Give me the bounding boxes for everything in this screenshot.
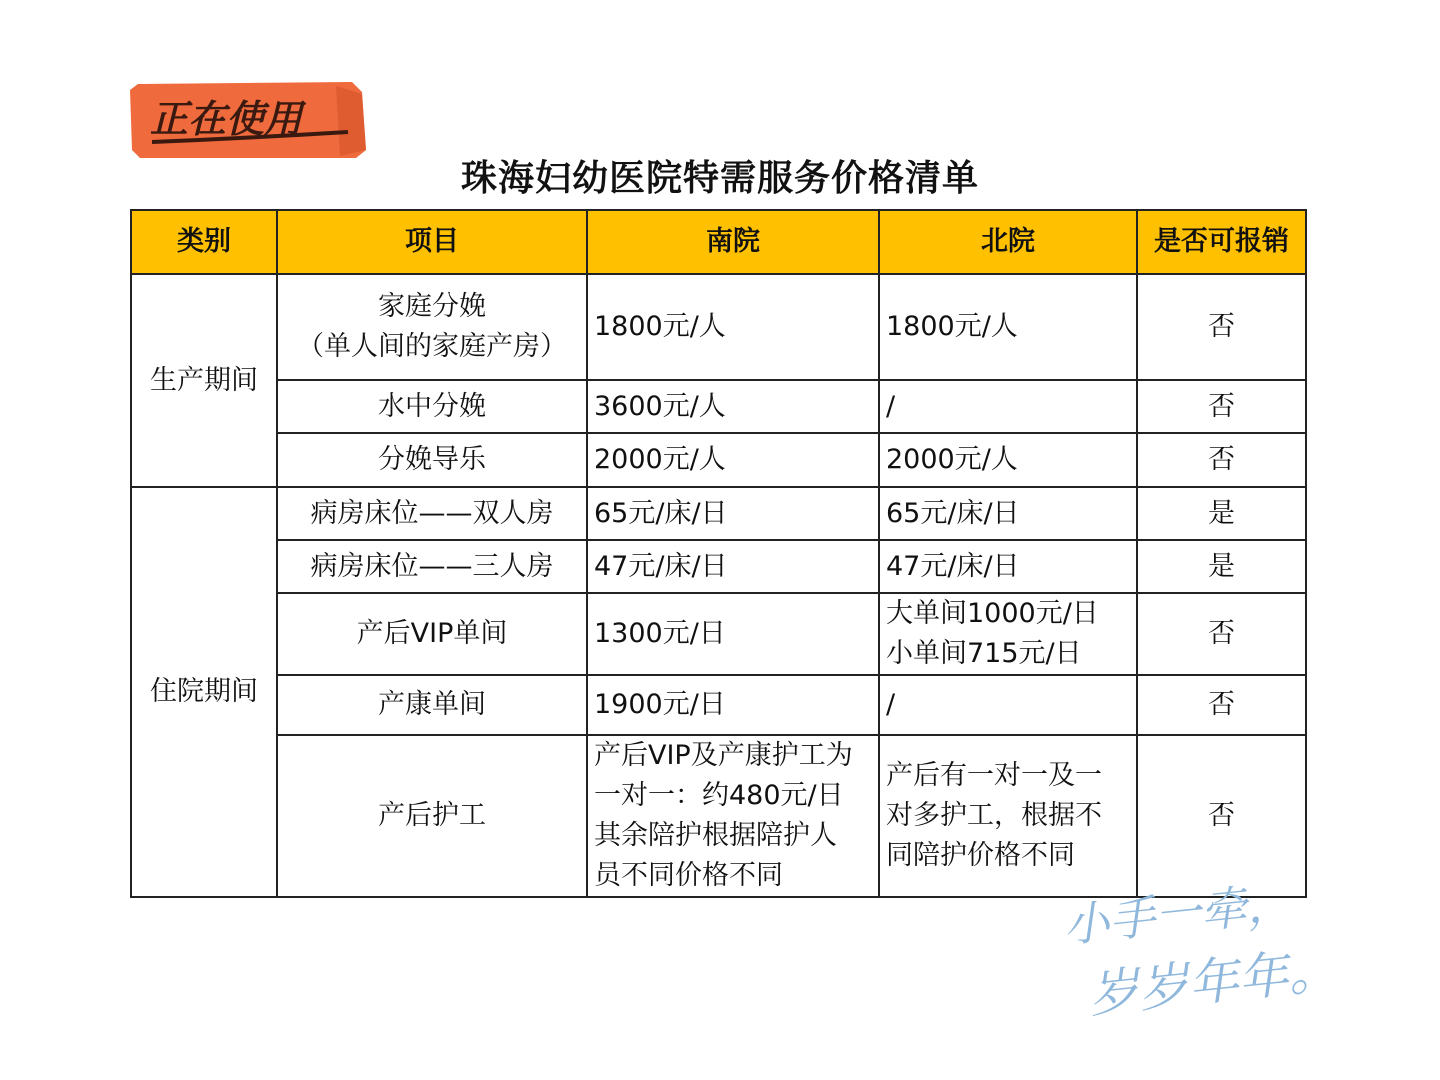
south-price-cell: 47元/床/日 bbox=[587, 540, 879, 593]
reimbursable-cell: 是 bbox=[1137, 540, 1306, 593]
item-cell: 家庭分娩 （单人间的家庭产房） bbox=[277, 274, 587, 380]
table-row bbox=[131, 433, 1306, 487]
south-price-cell: 2000元/人 bbox=[587, 433, 879, 487]
reimbursable-cell: 否 bbox=[1137, 380, 1306, 433]
south-price-cell: 3600元/人 bbox=[587, 380, 879, 433]
north-price-cell: / bbox=[879, 380, 1137, 433]
item-cell: 病房床位——双人房 bbox=[277, 487, 587, 540]
reimbursable-cell: 否 bbox=[1137, 274, 1306, 380]
stamp-text: 正在使用 bbox=[150, 97, 303, 141]
price-table bbox=[130, 209, 1307, 898]
table-row bbox=[131, 487, 1306, 540]
header-south-campus: 南院 bbox=[587, 210, 879, 274]
item-cell: 病房床位——三人房 bbox=[277, 540, 587, 593]
south-price-cell: 1900元/日 bbox=[587, 675, 879, 735]
signature-line-1: 小手一牵， bbox=[1060, 880, 1295, 953]
header-category: 类别 bbox=[131, 210, 277, 274]
north-price-cell: 产后有一对一及一 对多护工，根据不 同陪护价格不同 bbox=[879, 735, 1137, 897]
reimbursable-cell: 否 bbox=[1137, 735, 1306, 897]
north-price-cell: 大单间1000元/日 小单间715元/日 bbox=[879, 593, 1137, 675]
south-price-cell: 1300元/日 bbox=[587, 593, 879, 675]
item-cell: 分娩导乐 bbox=[277, 433, 587, 487]
handwritten-signature bbox=[1055, 880, 1335, 1040]
header-item: 项目 bbox=[277, 210, 587, 274]
item-cell: 产后VIP单间 bbox=[277, 593, 587, 675]
signature-line-2: 岁岁年年。 bbox=[1086, 940, 1335, 1024]
reimbursable-cell: 是 bbox=[1137, 487, 1306, 540]
header-reimbursable: 是否可报销 bbox=[1137, 210, 1306, 274]
south-price-cell: 1800元/人 bbox=[587, 274, 879, 380]
table-row bbox=[131, 540, 1306, 593]
page-title: 珠海妇幼医院特需服务价格清单 bbox=[460, 158, 979, 199]
item-cell: 产后护工 bbox=[277, 735, 587, 897]
in-use-stamp bbox=[130, 80, 368, 160]
south-price-cell: 65元/床/日 bbox=[587, 487, 879, 540]
north-price-cell: 1800元/人 bbox=[879, 274, 1137, 380]
north-price-cell: 2000元/人 bbox=[879, 433, 1137, 487]
table-row bbox=[131, 675, 1306, 735]
table-row bbox=[131, 274, 1306, 380]
reimbursable-cell: 否 bbox=[1137, 433, 1306, 487]
table-header-row bbox=[131, 210, 1306, 274]
south-price-cell: 产后VIP及产康护工为 一对一：约480元/日 其余陪护根据陪护人 员不同价格不同 bbox=[587, 735, 879, 897]
north-price-cell: 47元/床/日 bbox=[879, 540, 1137, 593]
reimbursable-cell: 否 bbox=[1137, 675, 1306, 735]
table-row bbox=[131, 593, 1306, 675]
north-price-cell: / bbox=[879, 675, 1137, 735]
item-cell: 水中分娩 bbox=[277, 380, 587, 433]
category-cell: 住院期间 bbox=[131, 487, 277, 897]
item-cell: 产康单间 bbox=[277, 675, 587, 735]
table-row bbox=[131, 380, 1306, 433]
north-price-cell: 65元/床/日 bbox=[879, 487, 1137, 540]
category-cell: 生产期间 bbox=[131, 274, 277, 487]
table-row bbox=[131, 735, 1306, 897]
reimbursable-cell: 否 bbox=[1137, 593, 1306, 675]
header-north-campus: 北院 bbox=[879, 210, 1137, 274]
